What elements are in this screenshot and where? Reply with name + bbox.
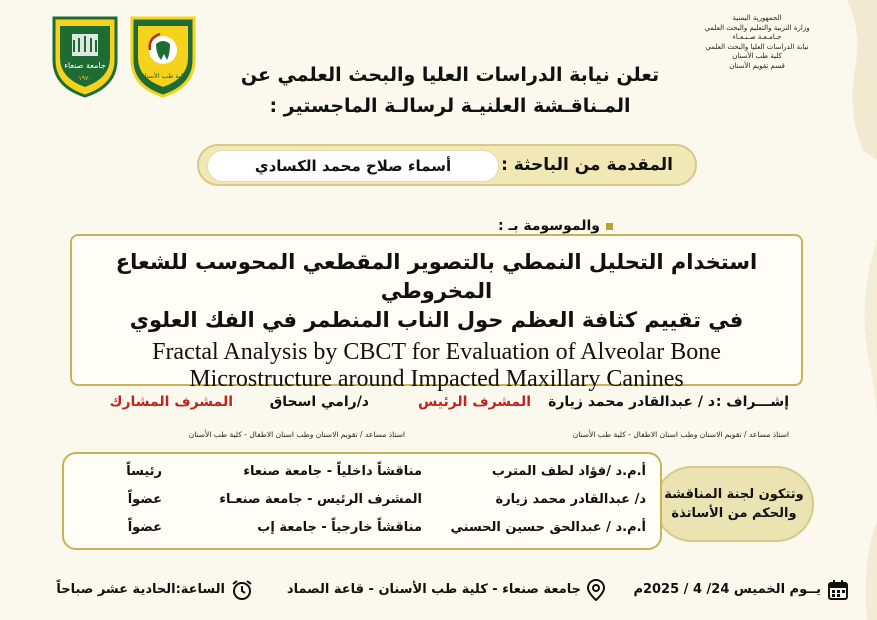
thesis-title-en-line-1: Fractal Analysis by CBCT for Evaluation of Alveolar Bone (152, 339, 721, 365)
ministry-line: الجمهورية اليمنية (732, 14, 782, 22)
ministry-line: كلية طب الأسنان (732, 52, 782, 61)
ministry-line: وزارة التربية والتعليم والبحث العلمي (704, 23, 810, 32)
committee-member-position: عضواً (127, 520, 162, 535)
thesis-title-box (70, 234, 803, 392)
committee-member-name: أ.م.د /فؤاد لطف المترب (491, 464, 646, 479)
main-supervisor-name: د / عبدالقادر محمد زيارة (548, 394, 715, 410)
co-supervisor-name: د/رامي اسحاق (269, 394, 369, 410)
presenter-name: أسماء صلاح محمد الكسادي (254, 157, 452, 175)
committee-member-name: أ.م.د / عبدالحق حسين الحسني (450, 520, 646, 535)
supervision-label: إشـــراف : (715, 394, 789, 410)
event-date: يــوم الخميس 24/ 4 / 2025م (633, 582, 821, 597)
committee-badge (654, 466, 814, 542)
presenter-banner (197, 144, 697, 186)
thesis-title-ar-line-1: استخدام التحليل النمطي بالتصوير المقطعي المحوسب للشعاع المخروطي (115, 250, 758, 303)
committee-row (64, 492, 660, 514)
committee-member-name: د/ عبدالقادر محمد زيارة (495, 492, 646, 507)
co-supervisor-role: المشرف المشارك (109, 394, 233, 410)
ministry-header (697, 14, 817, 72)
dental-college-logo (126, 12, 200, 98)
announcement-line-2: المـناقـشة العلنيـة لرسالـة الماجستير : (269, 95, 631, 117)
supervisor-affiliations (69, 430, 789, 444)
committee-member-role: مناقشاً داخلياً - جامعة صنعاء (243, 464, 422, 479)
thesis-title-ar-line-2: في تقييم كثافة العظم حول الناب المنطمر في الفك العلوي (129, 308, 744, 332)
titled-label: والموسومة بـ : (497, 218, 600, 234)
ministry-line: جـامـعـة صـنـعـاء (732, 33, 782, 42)
corner-decoration (807, 0, 877, 620)
thesis-title-en-line-2: Microstructure around Impacted Maxillary Canines (189, 366, 684, 392)
announcement-heading (210, 60, 690, 122)
committee-member-role: مناقشاً خارجياً - جامعة إب (257, 520, 422, 535)
university-logo-year: ١٩٧٠ (78, 75, 92, 82)
committee-row (64, 464, 660, 486)
committee-badge-line-1: وتتكون لجنة المناقشة (664, 487, 804, 502)
university-logo (48, 12, 122, 98)
presenter-label: المقدمة من الباحثة : (501, 155, 673, 175)
committee-member-position: عضواً (127, 492, 162, 507)
main-supervisor-role: المشرف الرئيس (417, 394, 531, 410)
location-pin-icon (587, 579, 605, 601)
co-supervisor-affiliation: استاذ مساعد / تقويم الاسنان وطب اسنان الاطفال - كلية طب الأسنان (188, 430, 405, 439)
dental-logo-text: كلية طب الأسنان (139, 72, 187, 80)
bullet-icon (606, 223, 613, 230)
committee-member-role: المشرف الرئيس - جامعة صنعـاء (219, 492, 422, 507)
committee-row (64, 520, 660, 542)
event-details-footer (0, 574, 877, 608)
committee-member-position: رئيساً (126, 464, 162, 479)
ministry-line: قسم تقويم الأسنان (729, 61, 785, 70)
titled-label-row (498, 218, 613, 234)
supervision-row (69, 394, 789, 418)
announcement-line-1: تعلن نيابة الدراسات العليا والبحث العلمي عن (240, 64, 660, 86)
alarm-clock-icon (231, 579, 253, 601)
committee-list (62, 452, 662, 550)
committee-badge-line-2: والحكم من الأساتذة (671, 506, 797, 521)
event-location: جامعة صنعاء - كلية طب الأسنان - قاعة الصماد (286, 582, 581, 597)
ministry-line: نيابة الدراسات العليا والبحث العلمي (705, 42, 809, 51)
event-time: الساعة:الحادية عشر صباحاً (56, 582, 225, 597)
calendar-icon (827, 579, 849, 601)
main-supervisor-affiliation: استاذ مساعد / تقويم الاسنان وطب اسنان الاطفال - كلية طب الأسنان (572, 430, 789, 439)
presenter-name-box (207, 150, 499, 182)
university-logo-text: جامعة صنعاء (64, 61, 106, 70)
